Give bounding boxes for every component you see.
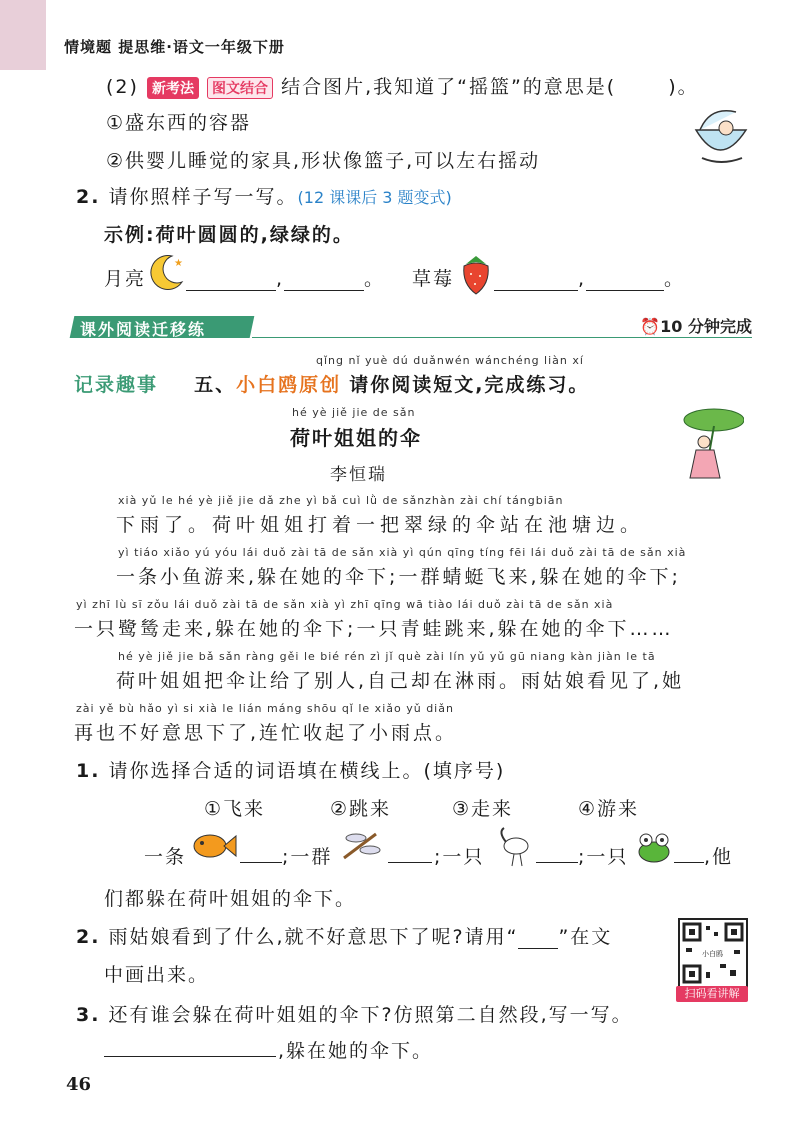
exercise-1-number: 1. [76,760,101,782]
story-line-4-pinyin: hé yè jiě jie bǎ sǎn ràng gěi le bié rén zì jǐ què zài lín yǔ yǔ gū niang kàn jiàn le tā [118,650,656,663]
exercise-2-cont: 中画出来。 [104,964,210,986]
comma: , [578,268,587,290]
exercise-2 [76,922,612,949]
fish-icon [190,828,238,864]
option-swim: ④游来 [578,798,640,820]
qr-inner-text: 小白鸥 [702,950,723,958]
moon-exercise [104,264,146,291]
story-line-4: 荷叶姐姐把伞让给了别人,自己却在淋雨。雨姑娘看见了,她 [116,670,685,692]
page-header: 情境题 提思维·语文一年级下册 [64,38,285,56]
question-2-number: 2. [76,186,101,208]
egret-blank[interactable] [536,844,578,863]
option-1: ①盛东西的容器 [106,112,252,134]
banner-divider [252,337,752,338]
story-line-2-pinyin: yì tiáo xiǎo yú yóu lái duǒ zài tā de sǎn xià yì qún qīng tíng fēi lái duǒ zài tā de sǎn xià [118,546,687,559]
frog-blank[interactable] [674,844,704,863]
option-fly: ①飞来 [204,798,266,820]
egret-icon [494,826,534,868]
moon-icon [146,252,186,292]
option-jump: ②跳来 [330,798,392,820]
fill-continuation: 们都躲在荷叶姐姐的伞下。 [104,888,357,910]
example-line: 示例:荷叶圆圆的,绿绿的。 [104,224,354,246]
question-number: (2) [106,76,139,98]
story-title-pinyin: hé yè jiě jie de sǎn [292,406,416,419]
fill-seg-2: ;一群 [282,846,333,868]
moon-label: 月亮 [104,268,147,290]
story-line-1-pinyin: xià yǔ le hé yè jiě jie dǎ zhe yì bǎ cuì lǜ de sǎnzhàn zài chí tángbiān [118,494,564,507]
exercise-3-text: 还有谁会躲在荷叶姐姐的伞下?仿照第二自然段,写一写。 [108,1004,633,1026]
question-text: 结合图片,我知道了“摇篮”的意思是( [281,76,617,98]
berry-blanks [494,264,685,291]
new-method-tag: 新考法 [147,77,199,99]
question-2-text: 请你照样子写一写。 [108,186,298,208]
section-category: 记录趣事 [74,374,159,396]
fill-seg-4: ;一只 [578,846,629,868]
instruction-pinyin: qǐng nǐ yuè dú duǎnwén wánchéng liàn xí [316,354,584,367]
question-2-note: (12 课课后 3 题变式) [297,188,452,207]
qr-pattern-icon [680,920,746,986]
timer [640,314,752,337]
story-line-1: 下雨了。荷叶姐姐打着一把翠绿的伞站在池塘边。 [116,514,645,536]
exercise-1 [76,756,505,783]
option-2: ②供婴儿睡觉的家具,形状像篮子,可以左右摇动 [106,150,541,172]
story-title: 荷叶姐姐的伞 [290,426,422,450]
cradle-illustration [690,100,752,166]
story-line-5: 再也不好意思下了,连忙收起了小雨点。 [74,722,458,744]
qr-code[interactable] [678,918,748,988]
option-walk: ③走来 [452,798,514,820]
story-line-3: 一只鹭鸶走来,躲在她的伞下;一只青蛙跳来,躲在她的伞下…… [74,618,674,640]
fill-seg-5: ,他 [704,846,734,868]
exercise-2-number: 2. [76,926,101,948]
exercise-2-text-end: ”在文 [558,926,613,948]
section-banner [72,312,752,342]
underline-sample [518,930,558,949]
lotus-girl-illustration [678,404,744,486]
berry-blank-1[interactable] [494,272,578,291]
story-line-5-pinyin: zài yě bù hǎo yì si xià le lián máng shōu qǐ le xiǎo yǔ diǎn [76,702,454,715]
page-corner [0,0,46,70]
story-line-3-pinyin: yì zhī lù sī zǒu lái duǒ zài tā de sǎn xià yì zhī qīng wā tiào lái duǒ zài tā de sǎn xià [76,598,614,611]
section-instruction: 请你阅读短文,完成练习。 [349,374,590,396]
berry-blank-2[interactable] [586,272,664,291]
exercise-3-blank[interactable] [104,1038,276,1057]
fill-seg-1: 一条 [144,846,187,868]
banner-title: 课外阅读迁移练 [80,320,207,339]
qr-label: 扫码看讲解 [676,986,748,1002]
moon-blanks [186,264,385,291]
story-author: 李恒瑞 [330,465,387,485]
exercise-1-text: 请你选择合适的词语填在横线上。(填序号) [108,760,506,782]
moon-blank-2[interactable] [284,272,364,291]
dragonfly-blank[interactable] [388,844,432,863]
page-number: 46 [66,1074,92,1095]
brand-label: 小白鸥原创 [236,374,342,396]
dragonfly-icon [340,828,384,864]
story-line-2: 一条小鱼游来,躲在她的伞下;一群蜻蜓飞来,躲在她的伞下; [116,566,681,588]
timer-text: 10 分钟完成 [660,317,752,336]
comma: , [276,268,285,290]
question-2 [76,182,452,209]
section-number: 五、 [194,374,237,396]
fill-seg-3: ;一只 [434,846,485,868]
berry-label: 草莓 [412,268,455,290]
exercise-2-text: 雨姑娘看到了什么,就不好意思下了呢?请用“ [108,926,519,948]
fish-blank[interactable] [240,844,282,863]
strawberry-icon [458,254,494,296]
moon-blank-1[interactable] [186,272,276,291]
question-close: )。 [668,76,699,98]
exercise-3-tail: ,躲在她的伞下。 [278,1040,434,1062]
exercise-3 [76,1000,633,1027]
image-text-tag: 图文结合 [207,77,273,99]
clock-icon: ⏰ [640,317,661,336]
frog-icon [634,830,674,866]
svg-text:★: ★ [174,258,183,269]
question-cradle [106,72,699,99]
section-five [74,370,589,397]
period: 。 [364,268,386,290]
period: 。 [664,268,686,290]
exercise-3-number: 3. [76,1004,101,1026]
